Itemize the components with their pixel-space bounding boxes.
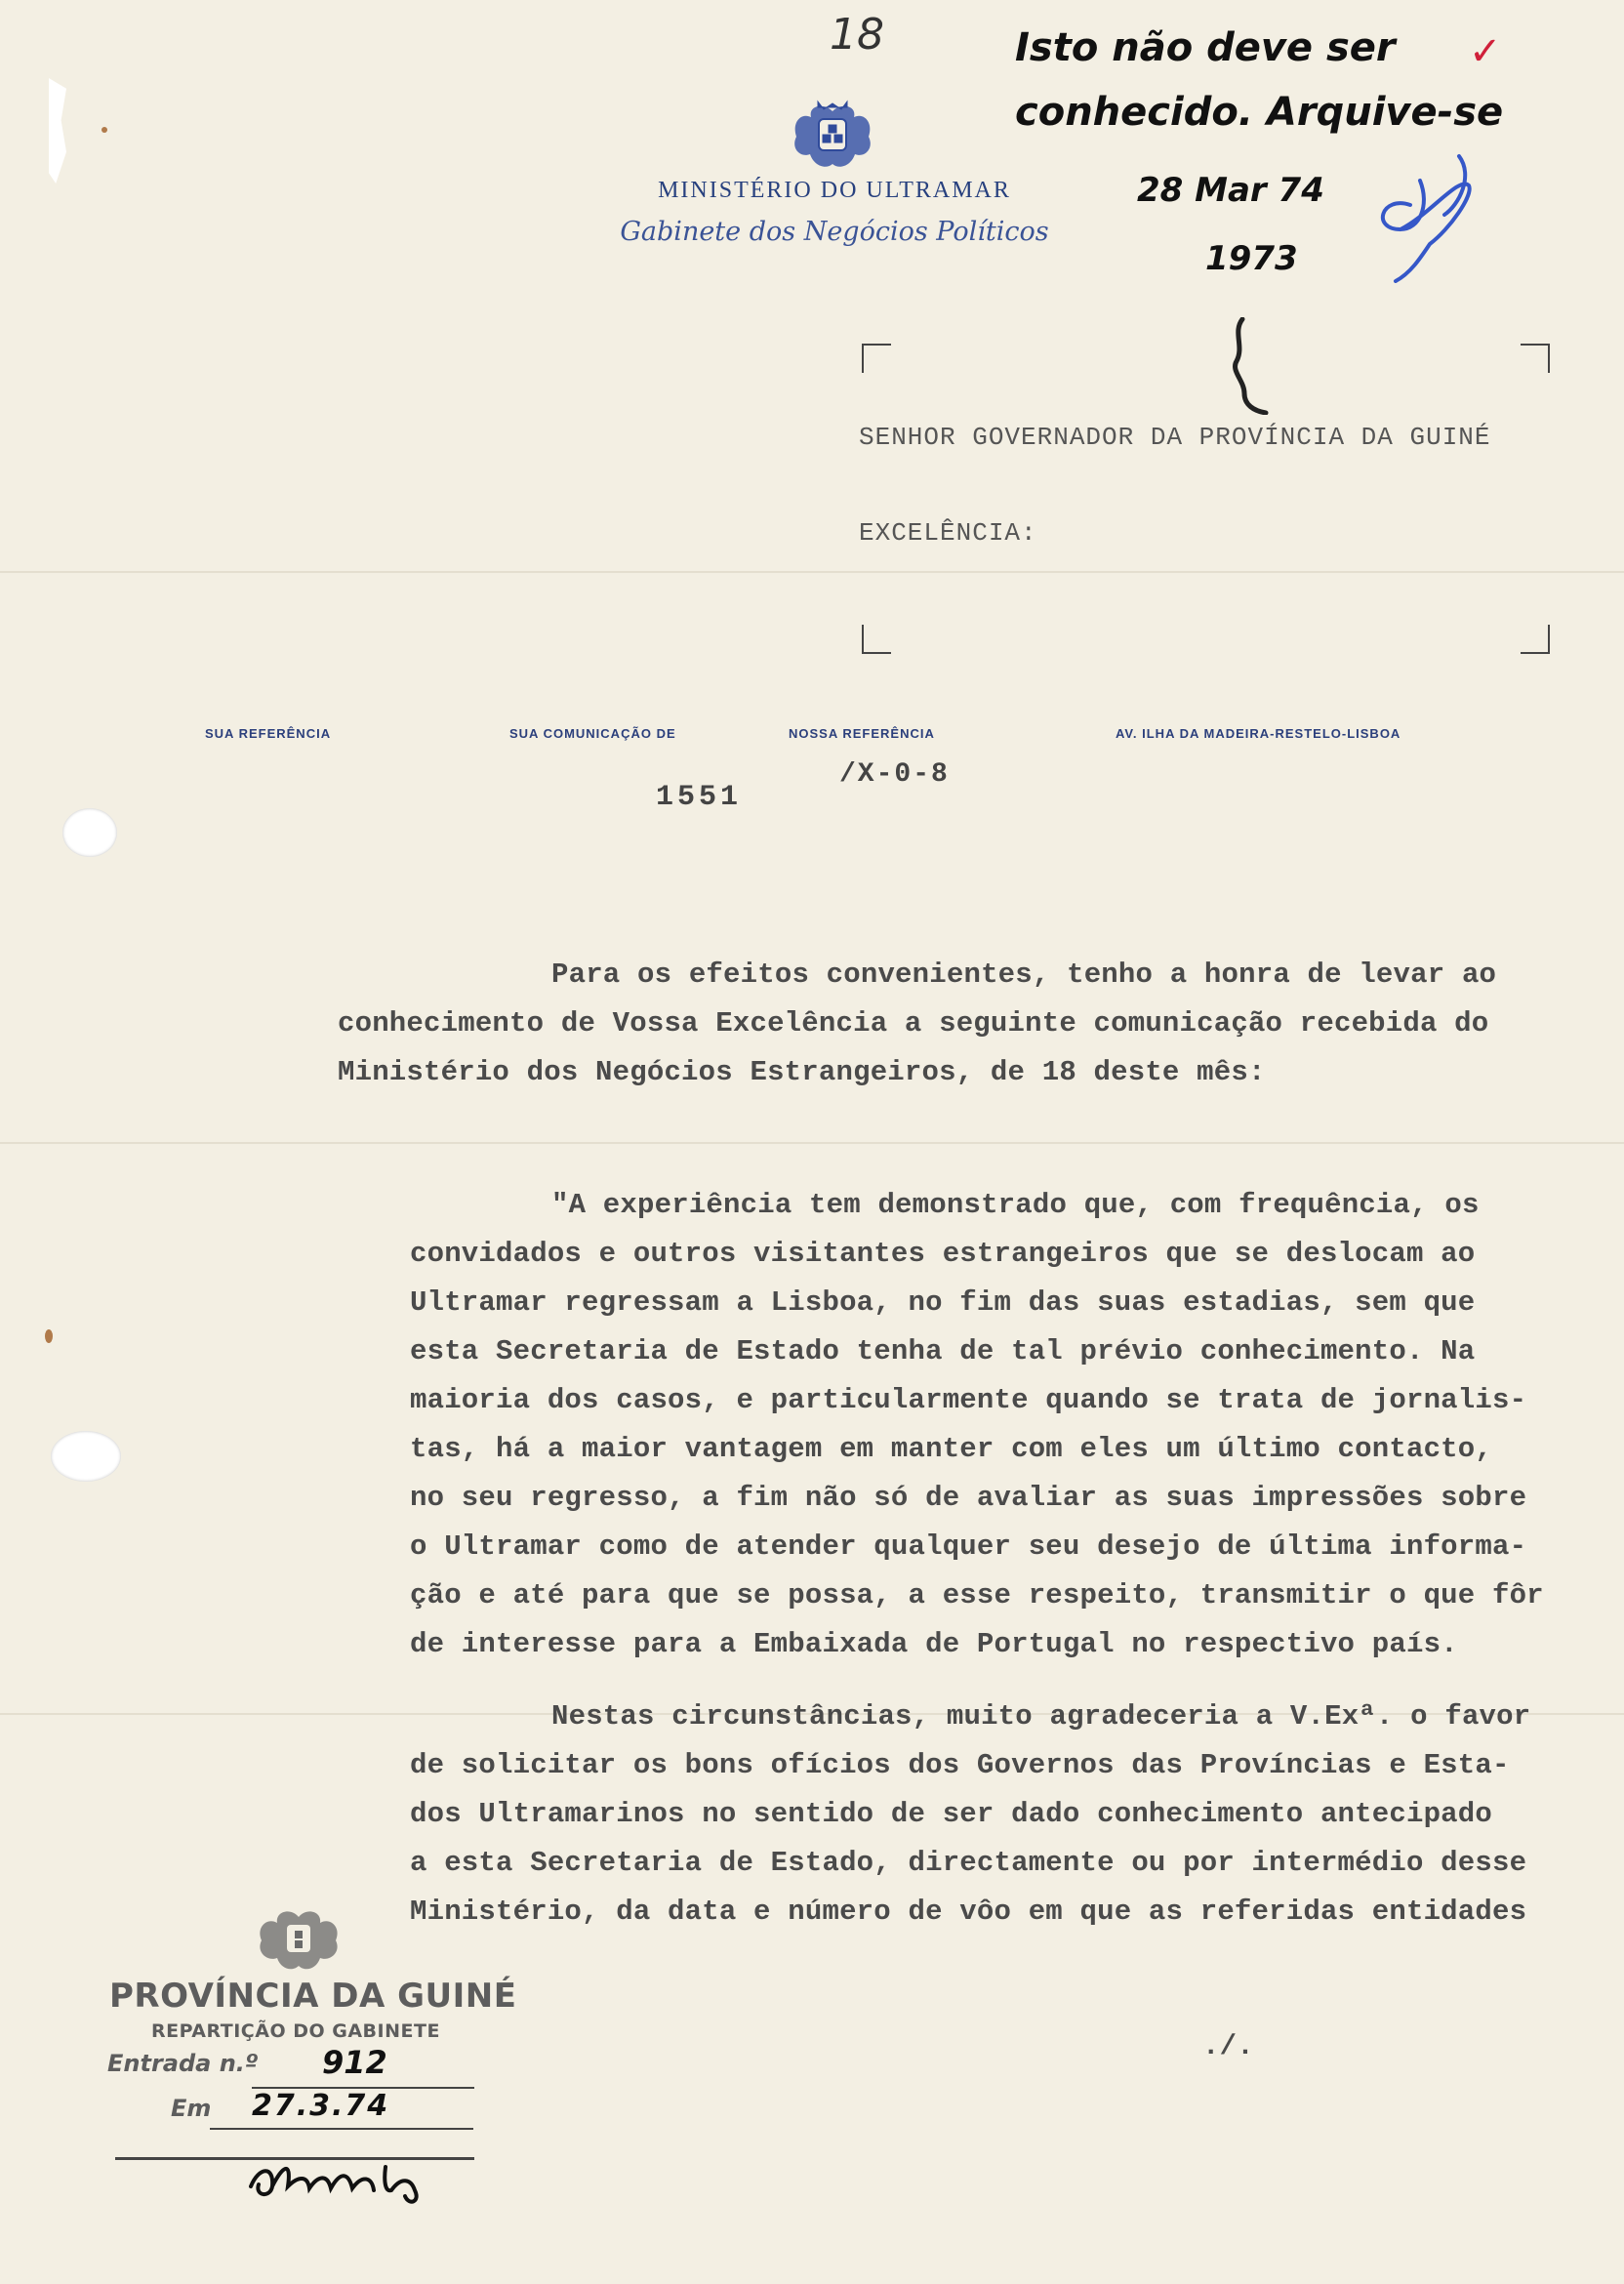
quote-line: convidados e outros visitantes estrangeiros que se deslocam ao (410, 1238, 1476, 1270)
rust-spot (102, 127, 107, 133)
quote-line: esta Secretaria de Estado tenha de tal prévio conhecimento. Na (410, 1335, 1476, 1367)
folio-number: 18 (830, 10, 884, 60)
quote-line: ção e até para que se possa, a esse respeito, transmitir o que fôr (410, 1579, 1544, 1611)
your-communication-label: SUA COMUNICAÇÃO DE (509, 726, 676, 741)
our-reference-label: NOSSA REFERÊNCIA (789, 726, 935, 741)
quote-line: Nestas circunstâncias, muito agradeceria a V.Exª. o favor (551, 1700, 1531, 1733)
quote-line: "A experiência tem demonstrado que, com frequência, os (551, 1189, 1480, 1221)
intro-line: Ministério dos Negócios Estrangeiros, de 18 deste mês: (338, 1056, 1266, 1088)
ministry-name: MINISTÉRIO DO ULTRAMAR (658, 178, 1011, 203)
fold-line (0, 571, 1624, 573)
address-corner-mark (862, 344, 891, 373)
fold-line (0, 1142, 1624, 1144)
quote-line: de interesse para a Embaixada de Portugal no respectivo país. (410, 1628, 1458, 1660)
quote-line: maioria dos casos, e particularmente quando se trata de jornalis- (410, 1384, 1527, 1416)
intro-line: Para os efeitos convenientes, tenho a honra de levar ao (551, 958, 1497, 991)
blue-signature-icon (1361, 137, 1479, 283)
address-corner-mark (1521, 625, 1550, 654)
quote-line: dos Ultramarinos no sentido de ser dado conhecimento antecipado (410, 1798, 1492, 1830)
your-reference-label: SUA REFERÊNCIA (205, 726, 332, 741)
handwritten-date-line2: 1973 (1205, 239, 1298, 278)
reference-number: 1551 (656, 781, 743, 814)
handwritten-brace-icon (1215, 317, 1274, 415)
handwritten-note-line1: Isto não deve ser (1015, 25, 1396, 70)
punch-hole (62, 808, 117, 857)
quote-line: de solicitar os bons ofícios dos Governos das Províncias e Esta- (410, 1749, 1510, 1781)
rust-spot (45, 1329, 53, 1343)
stamp-signature-icon (239, 2147, 444, 2206)
address-corner-mark (1521, 344, 1550, 373)
recipient-line: SENHOR GOVERNADOR DA PROVÍNCIA DA GUINÉ (859, 423, 1491, 452)
quote-line: o Ultramar como de atender qualquer seu desejo de última informa- (410, 1530, 1527, 1563)
continuation-mark: ./. (1202, 2030, 1254, 2062)
quote-line: Ultramar regressam a Lisboa, no fim das suas estadias, sem que (410, 1286, 1476, 1319)
address-corner-mark (862, 625, 891, 654)
stamp-date-label: Em (171, 2095, 212, 2122)
stamp-entry-label: Entrada n.º (107, 2050, 259, 2077)
coat-of-arms-icon (787, 98, 878, 174)
stamp-date-value: 27.3.74 (252, 2089, 390, 2123)
quote-line: a esta Secretaria de Estado, directamente ou por intermédio desse (410, 1847, 1527, 1879)
quote-line: tas, há a maior vantagem em manter com eles um último contacto, (410, 1433, 1492, 1465)
our-reference-value: /X-0-8 (839, 759, 950, 790)
handwritten-note-line2: conhecido. Arquive-se (1015, 90, 1504, 135)
cabinet-name: Gabinete dos Negócios Políticos (620, 217, 1049, 247)
red-checkmark-icon: ✓ (1469, 29, 1502, 74)
intro-line: conhecimento de Vossa Excelência a seguinte comunicação recebida do (338, 1007, 1489, 1040)
handwritten-date-line1: 28 Mar 74 (1137, 171, 1324, 210)
quote-line: Ministério, da data e número de vôo em que as referidas entidades (410, 1896, 1527, 1928)
paper-tear (49, 78, 66, 184)
stamp-underline (210, 2128, 473, 2130)
stamp-department: REPARTIÇÃO DO GABINETE (151, 2020, 440, 2042)
salutation: EXCELÊNCIA: (859, 518, 1037, 548)
stamp-entry-number: 912 (322, 2044, 387, 2081)
quote-line: no seu regresso, a fim não só de avaliar as suas impressões sobre (410, 1482, 1527, 1514)
address-label: AV. ILHA DA MADEIRA-RESTELO-LISBOA (1116, 726, 1401, 741)
stamp-province: PROVÍNCIA DA GUINÉ (109, 1977, 517, 2016)
stamp-crest-icon (252, 1903, 345, 1974)
punch-hole (51, 1431, 121, 1482)
